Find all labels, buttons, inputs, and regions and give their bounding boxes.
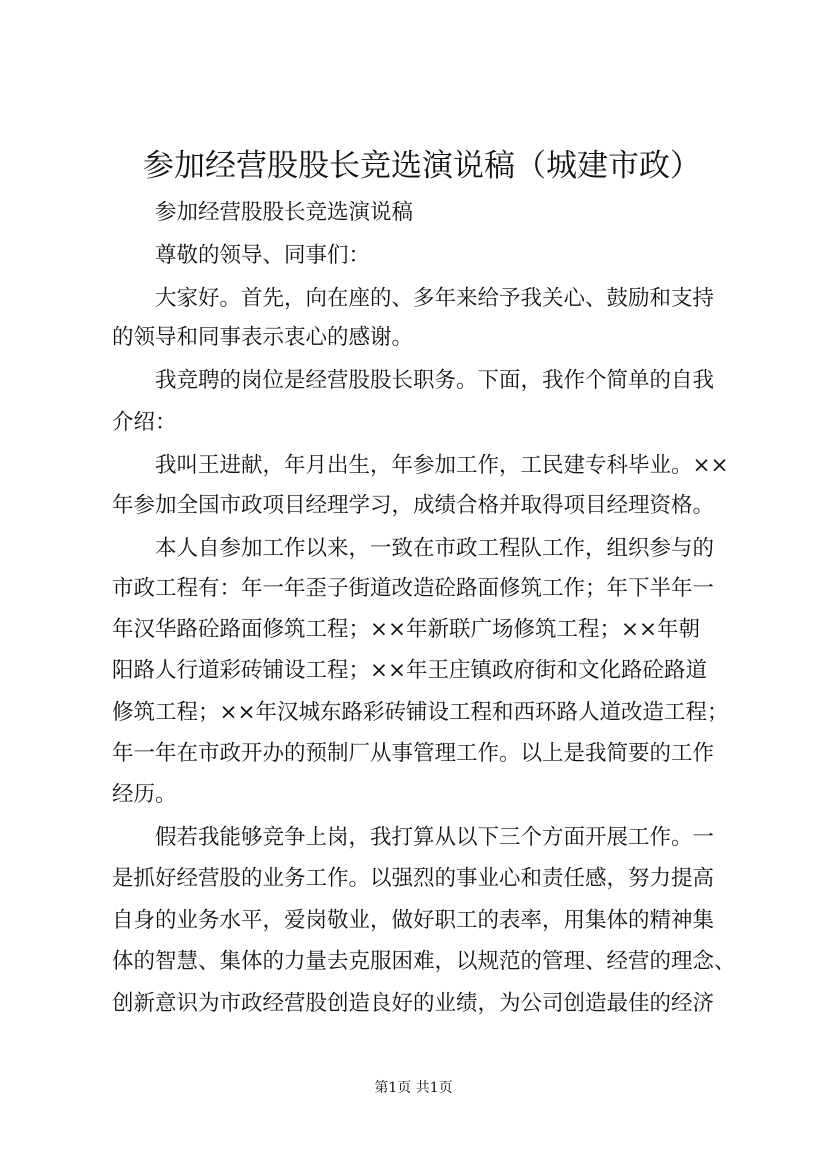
- paragraph-line: 修筑工程；××年汉城东路彩砖铺设工程和西环路人道改造工程；: [112, 700, 729, 725]
- paragraph-line: 假若我能够竞争上岗，我打算从以下三个方面开展工作。一: [155, 825, 715, 850]
- subtitle-line: 参加经营股股长竞选演说稿: [155, 200, 414, 225]
- paragraph-line: 自身的业务水平，爱岗敬业，做好职工的表率，用集体的精神集: [112, 908, 715, 933]
- paragraph-line: 经历。: [112, 782, 177, 807]
- paragraph-line: 本人自参加工作以来，一致在市政工程队工作，组织参与的: [155, 536, 715, 561]
- paragraph-line: 介绍：: [112, 410, 177, 435]
- document-title: 参加经营股股长竞选演说稿（城建市政）: [143, 148, 701, 184]
- paragraph-line: 的领导和同事表示衷心的感谢。: [112, 325, 414, 350]
- paragraph-line: 体的智慧、集体的力量去克服困难，以规范的管理、经营的理念、: [112, 949, 736, 974]
- paragraph-line: 我竞聘的岗位是经营股股长职务。下面，我作个简单的自我: [155, 368, 715, 393]
- page-number-footer: 第1页 共1页: [374, 1080, 453, 1096]
- paragraph-line: 我叫王进献，年月出生，年参加工作，工民建专科毕业。××: [155, 453, 729, 478]
- salutation-line: 尊敬的领导、同事们：: [155, 243, 371, 268]
- paragraph-line: 大家好。首先，向在座的、多年来给予我关心、鼓励和支持: [155, 286, 715, 311]
- paragraph-line: 阳路人行道彩砖铺设工程；××年王庄镇政府街和文化路砼路道: [112, 658, 708, 683]
- paragraph-line: 市政工程有：年一年歪子街道改造砼路面修筑工作；年下半年一: [112, 576, 715, 601]
- paragraph-line: 年一年在市政开办的预制厂从事管理工作。以上是我简要的工作: [112, 741, 715, 766]
- paragraph-line: 年参加全国市政项目经理学习，成绩合格并取得项目经理资格。: [112, 493, 715, 518]
- paragraph-line: 年汉华路砼路面修筑工程；××年新联广场修筑工程；××年朝: [112, 617, 701, 642]
- paragraph-line: 是抓好经营股的业务工作。以强烈的事业心和责任感，努力提高: [112, 866, 715, 891]
- paragraph-line: 创新意识为市政经营股创造良好的业绩，为公司创造最佳的经济: [112, 991, 715, 1016]
